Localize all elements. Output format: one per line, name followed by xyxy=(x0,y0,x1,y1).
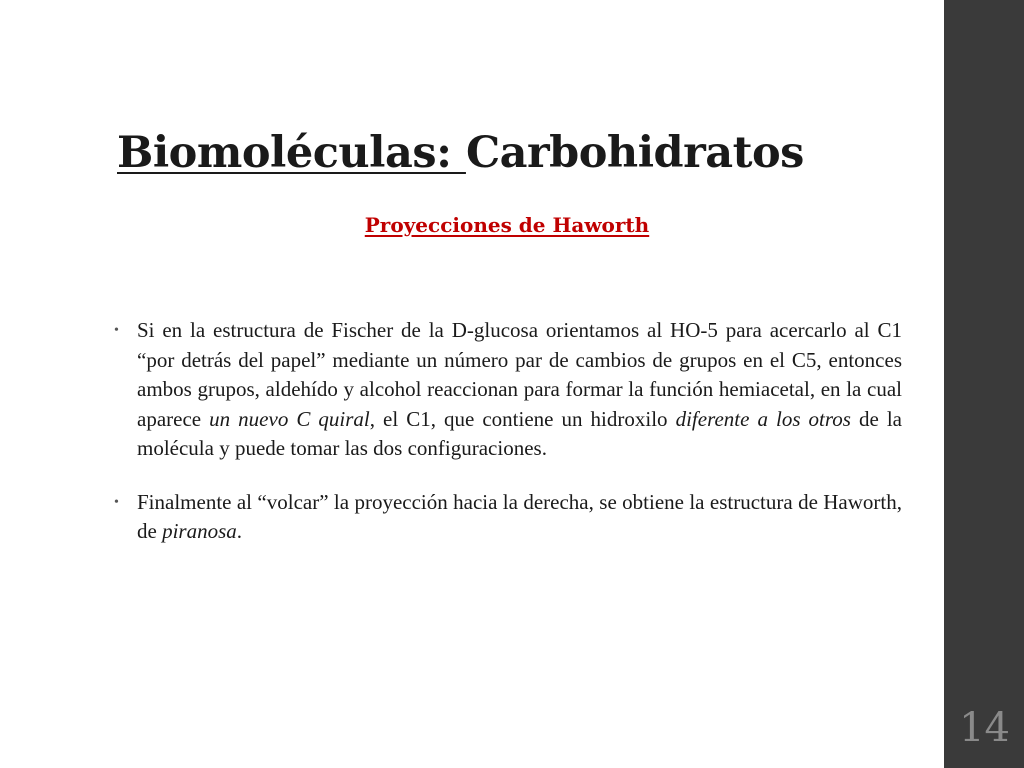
bullet-dot-icon: • xyxy=(114,323,119,338)
bullet-item-fischer xyxy=(112,316,902,464)
bullet-emphasis: un nuevo C quiral xyxy=(209,406,370,431)
bullet-emphasis: piranosa xyxy=(162,519,237,543)
right-sidebar xyxy=(944,0,1024,768)
subtitle-text: Proyecciones de Haworth xyxy=(364,213,650,237)
bullet-text: de la molécula y puede tomar las dos configuraciones. xyxy=(137,406,902,460)
bullet-text: Finalmente al “volcar” la proyección hacia la derecha, se obtiene la estructura de Haworth, de xyxy=(137,489,902,543)
bullet-item-haworth xyxy=(112,488,902,547)
bullet-list xyxy=(112,316,902,571)
bullet-text: , el C1, que contiene un hidroxilo xyxy=(369,406,676,431)
bullet-emphasis: diferente a los otros xyxy=(675,406,851,431)
slide-subtitle xyxy=(0,213,1014,237)
title-rest-part: Carbohidratos xyxy=(465,128,804,178)
bullet-text: Si en la estructura de Fischer de la D-glucosa orientamos al HO-5 para acercarlo al C1 “por detrás del papel” mediante un número par de cambios de grupos en el C5, entonces ambos grupos, aldehído y alcohol reaccionan para formar la función hemiacetal, en la cual aparece xyxy=(137,318,902,431)
bullet-text: . xyxy=(236,519,243,543)
slide-title xyxy=(117,128,804,178)
bullet-dot-icon: • xyxy=(114,494,119,510)
title-underlined-part: Biomoléculas: xyxy=(117,128,466,178)
slide-number: 14 xyxy=(959,705,1010,751)
